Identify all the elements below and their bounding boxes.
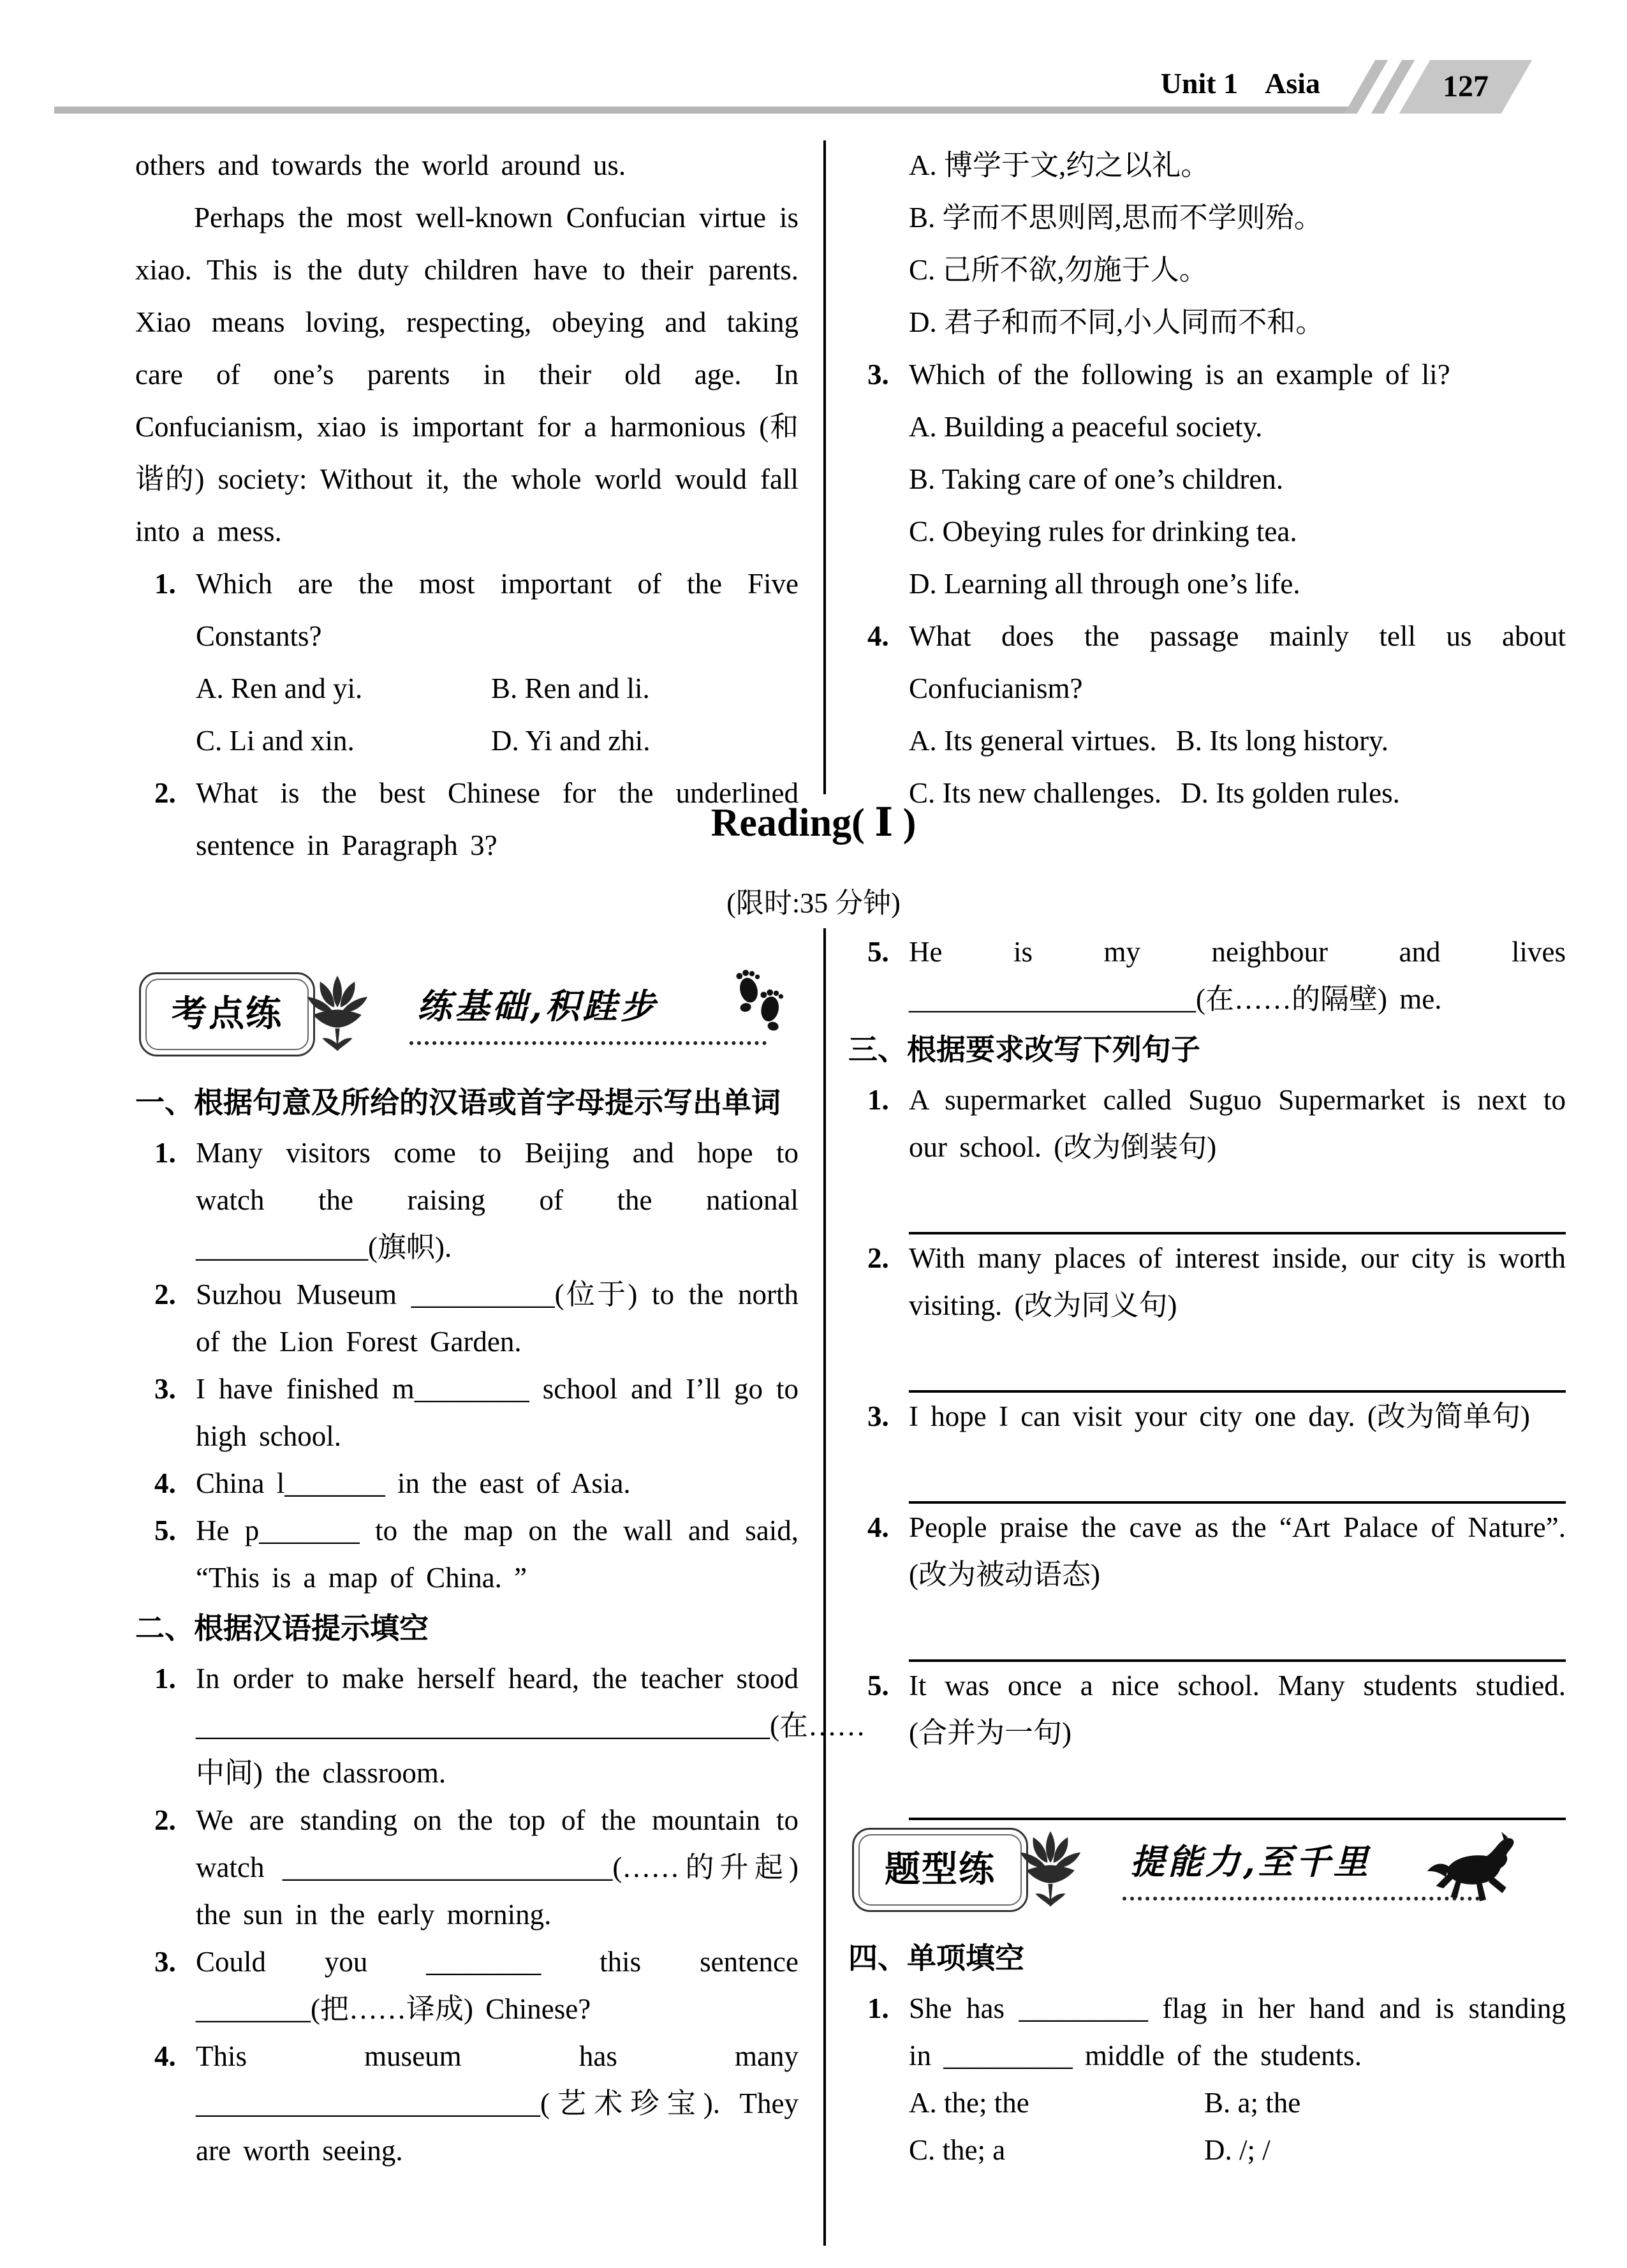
section-heading: 四、单项填空 [848,1941,1024,1975]
item-text: A supermarket called Suguo Supermarket is next to our school. (改为倒装句) [909,1084,1566,1163]
horse-icon [1422,1829,1543,1912]
footprints-icon [732,965,786,1036]
item-text: Could you ________ this sentence ________(把……译成) Chinese? [196,1946,799,2025]
passage-paragraph: Perhaps the most well-known Confucian virtue is xiao. This is the duty children have to their parents. Xiao means loving, respecting, obeying and taking care of one’s parents in their old age. In Confucianism, xiao is important for a harmonious (和谐的) society: Without it, the whole world would fall into a mess. [135,202,799,547]
item-number: 4. [154,2040,176,2072]
unit-title: Asia [1265,67,1320,100]
item-number: 4. [154,1467,176,1499]
item-number: 2. [154,1804,176,1836]
exercise-item [848,1504,1566,1598]
question-item [848,610,1566,715]
item-text: He p_______ to the map on the wall and said, “This is a map of China. ” [196,1515,799,1594]
item-text: Many visitors come to Beijing and hope to watch the raising of the national ____________(旗帜). [196,1137,799,1263]
option: C. the; a [909,2134,1006,2166]
option: A. Building a peaceful society. [909,411,1263,443]
answer-blank-line [909,1171,1566,1234]
answer-blank-line [909,1329,1566,1393]
item-number: 1. [867,1084,889,1116]
exercise-item [135,1460,799,1507]
option: A. 博学于文,约之以礼。 [909,149,1210,181]
option: B. a; the [1204,2087,1301,2119]
dotted-rule [409,1041,767,1045]
item-number: 4. [867,620,889,652]
right-column-top [848,139,1566,819]
item-number: 4. [867,1511,889,1543]
option: D. Yi and zhi. [491,725,651,757]
kaodian-badge [139,972,315,1056]
item-text: Which of the following is an example of li? [909,359,1450,390]
option: C. 己所不欲,勿施于人。 [909,254,1208,286]
option-row [848,715,1566,767]
item-number: 2. [867,1242,889,1274]
badge-label: 题型练 [885,1849,996,1890]
section-heading: 二、根据汉语提示填空 [135,1611,429,1645]
option: C. Obeying rules for drinking tea. [909,515,1297,547]
badge-motto: 练基础,积跬步 [417,986,658,1027]
item-text: People praise the cave as the “Art Palace of Nature”. (改为被动语态) [909,1511,1566,1590]
item-number: 5. [867,1670,889,1701]
badge-label: 考点练 [172,993,283,1035]
item-number: 5. [154,1515,176,1546]
exercise-item [135,1938,799,2033]
item-text: It was once a nice school. Many students studied. (合并为一句) [909,1670,1566,1749]
item-number: 1. [154,568,176,600]
exercise-item [848,928,1566,1023]
exercise-item [135,1655,865,1797]
option: B. Its long history. [1175,725,1388,757]
option-row [848,2079,1566,2126]
right-column-bottom [848,928,1566,2174]
item-number: 1. [154,1663,176,1694]
exercise-item [848,1662,1566,1756]
reading-title: Reading( Ⅰ ) [710,801,917,845]
item-number: 3. [867,1400,889,1432]
unit-header [995,61,1320,106]
item-number: 1. [154,1137,176,1169]
time-limit: (限时:35 分钟) [726,887,901,919]
item-text: Suzhou Museum __________(位于) to the north of the Lion Forest Garden. [196,1279,799,1358]
section-heading: 一、根据句意及所给的汉语或首字母提示写出单词 [135,1085,781,1120]
option: D. /; / [1204,2134,1270,2166]
item-text: China l_______ in the east of Asia. [196,1467,631,1499]
passage-line: others and towards the world around us. [135,149,626,181]
exercise-item [135,1507,799,1601]
page-number-tab [1399,60,1532,114]
item-text: In order to make herself heard, the teacher stood ________________________________________(在……中间) the classroom. [196,1663,865,1789]
exercise-item [848,1985,1566,2079]
option: C. Li and xin. [196,725,355,757]
column-divider [823,928,826,2246]
exercise-item [135,1797,799,1938]
question-item [848,348,1566,401]
exercise-item [135,1365,799,1460]
exercise-item [848,1076,1566,1171]
section-heading: 三、根据要求改写下列句子 [848,1032,1200,1067]
tixing-badge [852,1828,1028,1912]
badge-motto: 提能力,至千里 [1130,1841,1371,1882]
option: B. Ren and li. [491,672,650,704]
lotus-icon [300,971,375,1053]
option: D. Its golden rules. [1181,777,1400,809]
option: A. Ren and yi. [196,672,363,704]
header-rule [54,107,1357,114]
item-text: Which are the most important of the Five Constants? [196,568,799,652]
item-text: With many places of interest inside, our city is worth visiting. (改为同义句) [909,1242,1566,1321]
option: D. Learning all through one’s life. [909,568,1300,600]
item-text: She has _________ flag in her hand and is standing in _________ middle of the students. [909,1992,1566,2072]
exercise-item [135,2033,799,2174]
column-divider [823,140,826,794]
item-text: What is the best Chinese for the underlined sentence in Paragraph 3? [196,777,799,861]
answer-blank-line [909,1440,1566,1504]
option-row [135,715,799,767]
exercise-item [135,1129,799,1271]
left-column-top [135,139,799,871]
item-number: 3. [154,1373,176,1405]
item-text: I have finished m________ school and I’ll go to high school. [196,1373,799,1452]
answer-blank-line [909,1756,1566,1820]
lotus-icon [1013,1827,1088,1908]
item-text: He is my neighbour and lives ____________________(在……的隔壁) me. [909,936,1566,1015]
question-item [135,558,799,662]
item-number: 2. [154,777,176,809]
item-number: 5. [867,936,889,968]
option: B. Taking care of one’s children. [909,463,1284,495]
item-number: 3. [154,1946,176,1978]
unit-label: Unit 1 [1160,67,1239,100]
page-number: 127 [1443,70,1489,103]
answer-blank-line [909,1598,1566,1662]
option-row [135,662,799,715]
option: C. Its new challenges. [909,777,1162,809]
exercise-item [848,1393,1566,1440]
item-text: I hope I can visit your city one day. (改为简单句) [909,1400,1530,1432]
item-text: What does the passage mainly tell us about Confucianism? [909,620,1566,704]
option: A. the; the [909,2087,1029,2119]
option: D. 君子和而不同,小人同而不和。 [909,306,1325,338]
option-row [848,2126,1566,2174]
item-text: We are standing on the top of the mountain to watch _______________________(……的升起) the sun in the early morning. [196,1804,799,1931]
item-text: This museum has many ________________________(艺术珍宝). They are worth seeing. [196,2040,799,2167]
left-column-bottom [135,970,865,2174]
exercise-item [848,1234,1566,1329]
option: A. Its general virtues. [909,725,1157,757]
kaodian-badge-row [135,970,799,1065]
item-number: 2. [154,1279,176,1310]
item-number: 1. [867,1992,889,2024]
exercise-item [135,1271,799,1365]
option: B. 学而不思则罔,思而不学则殆。 [909,202,1323,233]
item-number: 3. [867,359,889,390]
tixing-badge-row [848,1825,1566,1921]
